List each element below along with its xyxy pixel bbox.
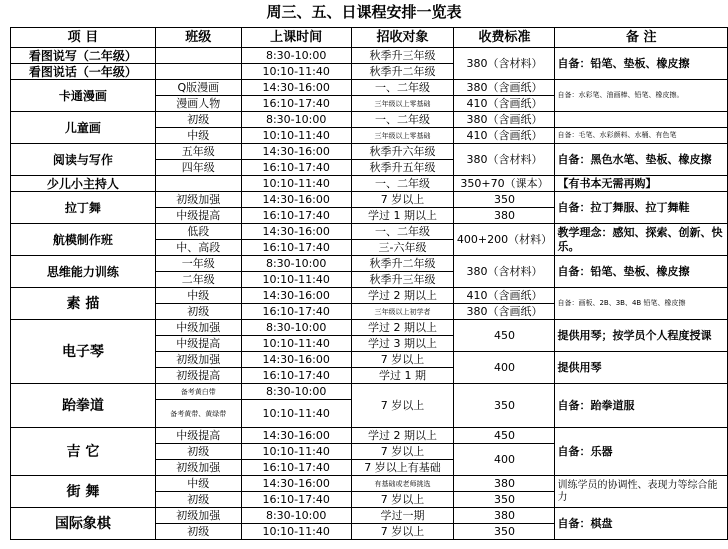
time-cell: 10:10-11:40 xyxy=(241,444,351,460)
note-cell: 自备：水彩笔、油画棒、铅笔、橡皮擦。 xyxy=(555,80,728,112)
note-cell: 自备：黑色水笔、垫板、橡皮擦 xyxy=(555,144,728,176)
time-cell: 16:10-17:40 xyxy=(241,460,351,476)
class-cell: 中级加强 xyxy=(155,320,241,336)
fee-cell: 350 xyxy=(454,384,555,428)
class-cell: 初级加强 xyxy=(155,508,241,524)
course-name: 素 描 xyxy=(11,288,156,320)
fee-cell: 380（含画纸） xyxy=(454,112,555,128)
note-cell: 自备：铅笔、垫板、橡皮擦 xyxy=(555,48,728,80)
table-row xyxy=(11,224,728,240)
target-cell: 秋季升六年级 xyxy=(351,144,454,160)
note-cell: 自备：乐器 xyxy=(555,428,728,476)
course-name: 街 舞 xyxy=(11,476,156,508)
time-cell: 16:10-17:40 xyxy=(241,240,351,256)
schedule-table xyxy=(10,27,728,540)
note-cell: 训练学员的协调性、表现力等综合能力 xyxy=(555,476,728,508)
fee-cell: 410（含画纸） xyxy=(454,96,555,112)
target-cell: 一、二年级 xyxy=(351,224,454,240)
fee-cell: 350+70（课本） xyxy=(454,176,555,192)
time-cell: 16:10-17:40 xyxy=(241,160,351,176)
fee-cell: 350 xyxy=(454,492,555,508)
target-cell: 有基础或老师挑选 xyxy=(351,476,454,492)
target-cell: 7 岁以上 xyxy=(351,192,454,208)
class-cell: 初级 xyxy=(155,304,241,320)
target-cell: 三年级以上零基础 xyxy=(351,96,454,112)
class-cell: 四年级 xyxy=(155,160,241,176)
course-name: 阅读与写作 xyxy=(11,144,156,176)
class-cell: 漫画人物 xyxy=(155,96,241,112)
time-cell: 8:30-10:00 xyxy=(241,384,351,400)
course-name: 看图说写（二年级） xyxy=(11,48,156,64)
time-cell: 10:10-11:40 xyxy=(241,272,351,288)
table-row xyxy=(11,80,728,96)
target-cell: 学过 2 期以上 xyxy=(351,288,454,304)
target-cell: 7 岁以上 xyxy=(351,384,454,428)
fee-cell: 350 xyxy=(454,192,555,208)
class-cell: 初级 xyxy=(155,112,241,128)
target-cell: 三-六年级 xyxy=(351,240,454,256)
target-cell: 一、二年级 xyxy=(351,176,454,192)
target-cell: 学过 1 期 xyxy=(351,368,454,384)
class-cell: 备考黄白带 xyxy=(155,384,241,400)
class-cell: 一年级 xyxy=(155,256,241,272)
note-cell: 自备：毛笔、水彩颜料、水桶、有色笔 xyxy=(555,128,728,144)
time-cell: 14:30-16:00 xyxy=(241,224,351,240)
target-cell: 秋季升二年级 xyxy=(351,256,454,272)
fee-cell: 380（含材料） xyxy=(454,48,555,80)
table-row xyxy=(11,320,728,336)
table-row xyxy=(11,192,728,208)
header-time: 上课时间 xyxy=(241,28,351,48)
class-cell: 初级 xyxy=(155,444,241,460)
fee-cell: 380 xyxy=(454,476,555,492)
time-cell: 16:10-17:40 xyxy=(241,368,351,384)
note-cell: 自备：画板、2B、3B、4B 铅笔、橡皮擦 xyxy=(555,288,728,320)
class-cell: Q版漫画 xyxy=(155,80,241,96)
note-cell: 自备：跆拳道服 xyxy=(555,384,728,428)
target-cell: 学过一期 xyxy=(351,508,454,524)
header-item: 项 目 xyxy=(11,28,156,48)
class-cell: 初级加强 xyxy=(155,192,241,208)
note-cell: 教学理念：感知、探索、创新、快乐。 xyxy=(555,224,728,256)
table-row xyxy=(11,48,728,64)
class-cell: 中、高段 xyxy=(155,240,241,256)
table-row xyxy=(11,384,728,400)
time-cell: 8:30-10:00 xyxy=(241,48,351,64)
time-cell: 14:30-16:00 xyxy=(241,288,351,304)
class-cell: 中级提高 xyxy=(155,336,241,352)
course-name: 航模制作班 xyxy=(11,224,156,256)
class-cell: 初级提高 xyxy=(155,368,241,384)
fee-cell: 380（含画纸） xyxy=(454,80,555,96)
course-name: 少儿小主持人 xyxy=(11,176,156,192)
course-name: 看图说话（一年级） xyxy=(11,64,156,80)
note-cell: 自备：棋盘 xyxy=(555,508,728,540)
note-cell: 自备：拉丁舞服、拉丁舞鞋 xyxy=(555,192,728,224)
target-cell: 三年级以上零基础 xyxy=(351,128,454,144)
class-cell: 初级 xyxy=(155,524,241,540)
time-cell: 16:10-17:40 xyxy=(241,208,351,224)
fee-cell: 450 xyxy=(454,428,555,444)
class-cell xyxy=(155,64,241,80)
header-fee: 收费标准 xyxy=(454,28,555,48)
time-cell: 16:10-17:40 xyxy=(241,492,351,508)
class-cell: 中级 xyxy=(155,288,241,304)
table-row xyxy=(11,288,728,304)
course-name: 国际象棋 xyxy=(11,508,156,540)
course-name: 电子琴 xyxy=(11,320,156,384)
target-cell: 7 岁以上 xyxy=(351,524,454,540)
header-row xyxy=(11,28,728,48)
table-row xyxy=(11,256,728,272)
target-cell: 三年级以上初学者 xyxy=(351,304,454,320)
time-cell: 8:30-10:00 xyxy=(241,320,351,336)
target-cell: 秋季升五年级 xyxy=(351,160,454,176)
time-cell: 16:10-17:40 xyxy=(241,96,351,112)
class-cell: 中级 xyxy=(155,128,241,144)
time-cell: 10:10-11:40 xyxy=(241,400,351,428)
time-cell: 8:30-10:00 xyxy=(241,112,351,128)
time-cell: 10:10-11:40 xyxy=(241,176,351,192)
target-cell: 学过 1 期以上 xyxy=(351,208,454,224)
target-cell: 7 岁以上 xyxy=(351,444,454,460)
time-cell: 8:30-10:00 xyxy=(241,508,351,524)
course-name: 吉 它 xyxy=(11,428,156,476)
course-name: 儿童画 xyxy=(11,112,156,144)
target-cell: 一、二年级 xyxy=(351,112,454,128)
target-cell: 一、二年级 xyxy=(351,80,454,96)
time-cell: 14:30-16:00 xyxy=(241,352,351,368)
target-cell: 学过 3 期以上 xyxy=(351,336,454,352)
class-cell: 五年级 xyxy=(155,144,241,160)
fee-cell: 380（含材料） xyxy=(454,144,555,176)
class-cell: 低段 xyxy=(155,224,241,240)
table-row xyxy=(11,508,728,524)
note-cell: 提供用琴 xyxy=(555,352,728,384)
target-cell: 7 岁以上有基础 xyxy=(351,460,454,476)
note-cell: 【有书本无需再购】 xyxy=(555,176,728,192)
course-name: 拉丁舞 xyxy=(11,192,156,224)
course-name: 思维能力训练 xyxy=(11,256,156,288)
target-cell: 学过 2 期以上 xyxy=(351,320,454,336)
class-cell: 中级提高 xyxy=(155,208,241,224)
fee-cell: 350 xyxy=(454,524,555,540)
header-target: 招收对象 xyxy=(351,28,454,48)
fee-cell: 380（含材料） xyxy=(454,256,555,288)
target-cell: 秋季升三年级 xyxy=(351,272,454,288)
course-name: 卡通漫画 xyxy=(11,80,156,112)
class-cell: 中级提高 xyxy=(155,428,241,444)
fee-cell: 400+200（材料） xyxy=(454,224,555,256)
fee-cell: 400 xyxy=(454,352,555,384)
time-cell: 10:10-11:40 xyxy=(241,128,351,144)
fee-cell: 450 xyxy=(454,320,555,352)
table-row xyxy=(11,112,728,128)
target-cell: 秋季升三年级 xyxy=(351,48,454,64)
class-cell: 初级 xyxy=(155,492,241,508)
class-cell: 初级加强 xyxy=(155,352,241,368)
fee-cell: 380 xyxy=(454,208,555,224)
time-cell: 10:10-11:40 xyxy=(241,64,351,80)
time-cell: 14:30-16:00 xyxy=(241,80,351,96)
target-cell: 7 岁以上 xyxy=(351,352,454,368)
note-cell xyxy=(555,112,728,128)
target-cell: 7 岁以上 xyxy=(351,492,454,508)
header-notes: 备 注 xyxy=(555,28,728,48)
time-cell: 14:30-16:00 xyxy=(241,192,351,208)
page-title: 周三、五、日课程安排一览表 xyxy=(266,3,462,21)
fee-cell: 380（含画纸） xyxy=(454,304,555,320)
time-cell: 14:30-16:00 xyxy=(241,428,351,444)
table-row xyxy=(11,476,728,492)
table-row xyxy=(11,428,728,444)
header-class: 班级 xyxy=(155,28,241,48)
class-cell: 初级加强 xyxy=(155,460,241,476)
fee-cell: 380 xyxy=(454,508,555,524)
course-name: 跆拳道 xyxy=(11,384,156,428)
table-row xyxy=(11,144,728,160)
class-cell: 二年级 xyxy=(155,272,241,288)
target-cell: 秋季升二年级 xyxy=(351,64,454,80)
class-cell xyxy=(155,176,241,192)
time-cell: 14:30-16:00 xyxy=(241,144,351,160)
time-cell: 10:10-11:40 xyxy=(241,524,351,540)
target-cell: 学过 2 期以上 xyxy=(351,428,454,444)
fee-cell: 410（含画纸） xyxy=(454,288,555,304)
fee-cell: 400 xyxy=(454,444,555,476)
time-cell: 8:30-10:00 xyxy=(241,256,351,272)
time-cell: 10:10-11:40 xyxy=(241,336,351,352)
time-cell: 16:10-17:40 xyxy=(241,304,351,320)
class-cell xyxy=(155,48,241,64)
note-cell: 提供用琴；按学员个人程度授课 xyxy=(555,320,728,352)
table-row xyxy=(11,176,728,192)
note-cell: 自备：铅笔、垫板、橡皮擦 xyxy=(555,256,728,288)
class-cell: 中级 xyxy=(155,476,241,492)
fee-cell: 410（含画纸） xyxy=(454,128,555,144)
time-cell: 14:30-16:00 xyxy=(241,476,351,492)
class-cell: 备考黄带、黄绿带 xyxy=(155,400,241,428)
